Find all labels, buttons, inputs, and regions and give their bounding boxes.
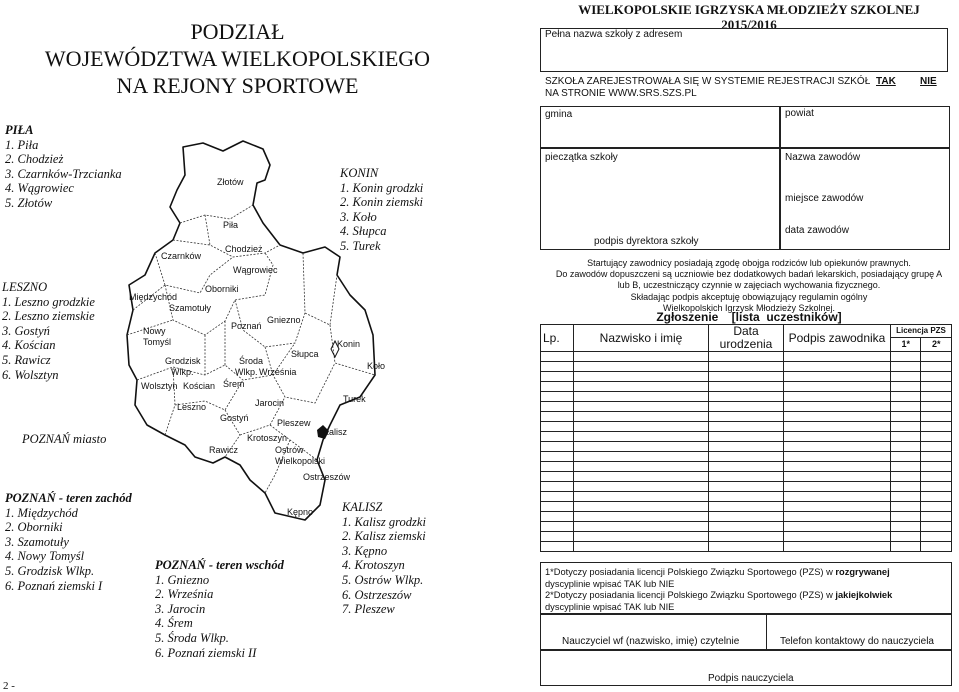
table-row[interactable] (541, 482, 952, 492)
teacher-signature-label: Podpis nauczyciela (708, 673, 794, 684)
table-row[interactable] (541, 412, 952, 422)
region-heading: LESZNO (2, 280, 48, 294)
map-label: Krotoszyn (247, 433, 288, 443)
table-row[interactable] (541, 452, 952, 462)
header-line: 2015/2016 (721, 17, 777, 32)
entry-title: Zgłoszenie [lista uczestników] (656, 310, 842, 324)
region-item: 4. Wągrowiec (5, 181, 74, 196)
map-label: Czarnków (161, 251, 202, 261)
region-item: 3. Kępno (342, 543, 388, 558)
map-labels (129, 177, 385, 517)
map-label: Nowy (143, 326, 166, 336)
table-row[interactable] (541, 512, 952, 522)
footnote-emphasis: jakiejkolwiek (835, 590, 893, 601)
region-item: 1. Gniezno (155, 572, 210, 587)
table-row[interactable] (541, 502, 952, 512)
school-name-label: Pełna nazwa szkoły z adresem (545, 29, 683, 40)
region-heading: KALISZ (342, 500, 383, 514)
map-label: Turek (343, 394, 366, 404)
map-label: Grodzisk (165, 356, 201, 366)
region-heading: POZNAŃ miasto (22, 432, 107, 446)
gmina-field[interactable] (540, 106, 780, 148)
map-label: Wlkp. (171, 367, 194, 377)
map-label: Gostyń (220, 413, 249, 423)
consent-text (540, 258, 958, 314)
map-label: Rawicz (209, 445, 239, 455)
region-item: 4. Słupca (340, 224, 387, 239)
registered-text: SZKOŁA ZAREJESTROWAŁA SIĘ W SYSTEMIE REJESTRACJI SZKÓŁ (545, 76, 871, 87)
region-item: 5. Grodzisk Wlkp. (5, 563, 95, 578)
region-poznan-east (155, 558, 284, 660)
region-item: 5. Złotów (5, 195, 53, 210)
region-map (125, 135, 385, 530)
consent-line: Do zawodów dopuszczeni są uczniowie bez dodatkowych badań lekarskich, posiadający grupę A (555, 269, 943, 280)
map-label: Ostrów (275, 445, 304, 455)
region-item: 3. Szamotuły (5, 534, 69, 549)
table-row[interactable] (541, 352, 952, 362)
map-label: Poznań (231, 321, 262, 331)
region-item: 5. Rawicz (2, 352, 51, 367)
consent-line: Składając podpis akceptuję obowiązujący regulamin ogólny (630, 291, 868, 302)
col-birth-line: urodzenia (719, 337, 773, 351)
region-item: 5. Turek (340, 238, 381, 253)
region-heading: KONIN (340, 166, 379, 180)
table-row[interactable] (541, 392, 952, 402)
map-label: Środa (239, 356, 264, 366)
region-item: 6. Poznań ziemski I (5, 578, 103, 593)
table-row[interactable] (541, 472, 952, 482)
title-line: WOJEWÓDZTWA WIELKOPOLSKIEGO (44, 46, 431, 71)
region-item: 3. Gostyń (2, 323, 50, 338)
powiat-label: powiat (785, 108, 814, 119)
footnote-text: dyscyplinie wpisać TAK lub NIE (545, 578, 675, 589)
region-item: 3. Koło (340, 209, 377, 224)
region-item: 7. Pleszew (342, 602, 395, 617)
map-label: Złotów (217, 177, 244, 187)
page-title (0, 18, 475, 99)
map-label: Kościan (183, 381, 216, 391)
map-label: Międzychód (129, 292, 178, 302)
region-heading: POZNAŃ - teren zachód (5, 491, 132, 505)
footnote-1 (545, 567, 950, 579)
region-item: 1. Międzychód (5, 505, 78, 520)
map-label: Koło (367, 361, 385, 371)
region-item: 1. Piła (5, 137, 39, 152)
region-item: 4. Nowy Tomyśl (5, 549, 85, 564)
footnote-text: dyscyplinie wpisać TAK lub NIE (545, 601, 675, 612)
region-item: 4. Śrem (155, 616, 193, 631)
map-label: Konin (337, 339, 361, 349)
region-item: 6. Poznań ziemski II (155, 645, 257, 660)
divider (766, 614, 767, 650)
table-row[interactable] (541, 362, 952, 372)
map-label: Kępno (287, 507, 314, 517)
table-row[interactable] (541, 522, 952, 532)
map-label: Tomyśl (143, 337, 172, 347)
footnotes (545, 567, 950, 613)
consent-line: Wielkopolskich Igrzysk Młodzieży Szkolnej. (662, 302, 836, 313)
col-lp: Lp. (541, 325, 574, 352)
registered-url-text: NA STRONIE WWW.SRS.SZS.PL (545, 88, 697, 99)
map-label: Wielkopolski (275, 456, 326, 466)
map-label: Ostrzeszów (303, 472, 351, 482)
map-label: Września (259, 367, 297, 377)
page-number: 2 - (3, 680, 15, 692)
table-row[interactable] (541, 492, 952, 502)
col-license-1: 1* (891, 337, 921, 351)
region-item: 6. Wolsztyn (2, 367, 59, 382)
table-row[interactable] (541, 442, 952, 452)
event-name-label: Nazwa zawodów (785, 152, 861, 163)
region-item: 1. Kalisz grodzki (342, 514, 426, 529)
region-item: 2. Konin ziemski (340, 195, 423, 210)
footnote-2 (545, 590, 950, 602)
region-item: 6. Ostrzeszów (342, 587, 412, 602)
col-license: Licencja PZS (891, 325, 952, 338)
gmina-label: gmina (545, 109, 573, 120)
map-label: Piła (223, 220, 239, 230)
table-row[interactable] (541, 382, 952, 392)
col-license-2: 2* (921, 337, 952, 351)
title-line: PODZIAŁ (190, 19, 285, 44)
event-date-label: data zawodów (785, 225, 849, 236)
region-item: 2. Chodzież (5, 152, 64, 167)
region-heading: PIŁA (5, 123, 34, 137)
region-item: 4. Krotoszyn (342, 558, 405, 573)
region-item: 2. Września (155, 587, 214, 602)
region-item: 5. Środa Wlkp. (155, 630, 229, 645)
footnote-text: 1*Dotyczy posiadania licencji Polskiego Związku Sportowego (PZS) w (545, 567, 836, 577)
footnote-text: 2*Dotyczy posiadania licencji Polskiego Związku Sportowego (PZS) w (545, 590, 836, 601)
region-item: 1. Konin grodzki (340, 180, 424, 195)
stamp-label: pieczątka szkoły (545, 152, 618, 163)
map-label: Pleszew (277, 418, 311, 428)
region-poznan-city (22, 432, 106, 447)
region-item: 4. Kościan (2, 338, 56, 353)
region-item: 2. Kalisz ziemski (342, 529, 426, 544)
col-birth-line: Data (733, 324, 759, 338)
map-label: Wlkp. (235, 367, 258, 377)
map-label: Kalisz (323, 427, 348, 437)
school-name-field[interactable] (540, 28, 948, 72)
teacher-phone-label: Telefon kontaktowy do nauczyciela (780, 636, 934, 647)
map-label: Słupca (291, 349, 319, 359)
map-label: Chodzież (225, 244, 263, 254)
map-label: Jarocin (255, 398, 285, 408)
map-label: Oborniki (205, 284, 239, 294)
footnote-emphasis: rozgrywanej (835, 567, 890, 577)
yes-option[interactable]: TAK (876, 76, 896, 87)
map-label: Szamotuły (169, 303, 212, 313)
event-place-label: miejsce zawodów (785, 193, 864, 204)
map-label: Leszno (177, 402, 207, 412)
region-item: 3. Czarnków-Trzcianka (5, 166, 122, 181)
table-row[interactable] (541, 422, 952, 432)
col-name: Nazwisko i imię (574, 325, 709, 352)
map-label: Wągrowiec (233, 265, 278, 275)
map-label: Wolsztyn (141, 381, 178, 391)
region-item: 2. Leszno ziemskie (2, 309, 95, 324)
table-row[interactable] (541, 372, 952, 382)
table-row[interactable] (541, 462, 952, 472)
stamp-field[interactable] (540, 148, 780, 250)
table-row[interactable] (541, 402, 952, 412)
map-label: Śrem (223, 379, 245, 389)
region-item: 1. Leszno grodzkie (2, 294, 95, 309)
region-pila (5, 123, 122, 211)
region-heading: POZNAŃ - teren wschód (155, 558, 284, 572)
director-signature-label: podpis dyrektora szkoły (594, 236, 699, 247)
table-row[interactable] (541, 532, 952, 542)
region-item: 2. Oborniki (5, 520, 63, 535)
table-row[interactable] (541, 542, 952, 552)
region-leszno (2, 280, 95, 382)
no-option[interactable]: NIE (920, 76, 937, 87)
col-signature: Podpis zawodnika (784, 325, 891, 352)
table-row[interactable] (541, 432, 952, 442)
teacher-name-label: Nauczyciel wf (nazwisko, imię) czytelnie (562, 636, 740, 647)
consent-line: lub B, uczestniczący czynnie w zajęciach wychowania fizycznego. (617, 280, 881, 291)
map-label: Gniezno (267, 315, 301, 325)
region-item: 5. Ostrów Wlkp. (342, 572, 424, 587)
header-line: WIELKOPOLSKIE IGRZYSKA MŁODZIEŻY SZKOLNEJ (578, 2, 920, 17)
region-item: 3. Jarocin (155, 601, 206, 616)
participants-table (540, 324, 952, 552)
col-birth (709, 325, 784, 352)
consent-line: Startujący zawodnicy posiadają zgodę obojga rodziców lub opiekunów prawnych. (587, 258, 911, 268)
title-line: NA REJONY SPORTOWE (116, 73, 359, 98)
region-poznan-west (5, 491, 132, 593)
